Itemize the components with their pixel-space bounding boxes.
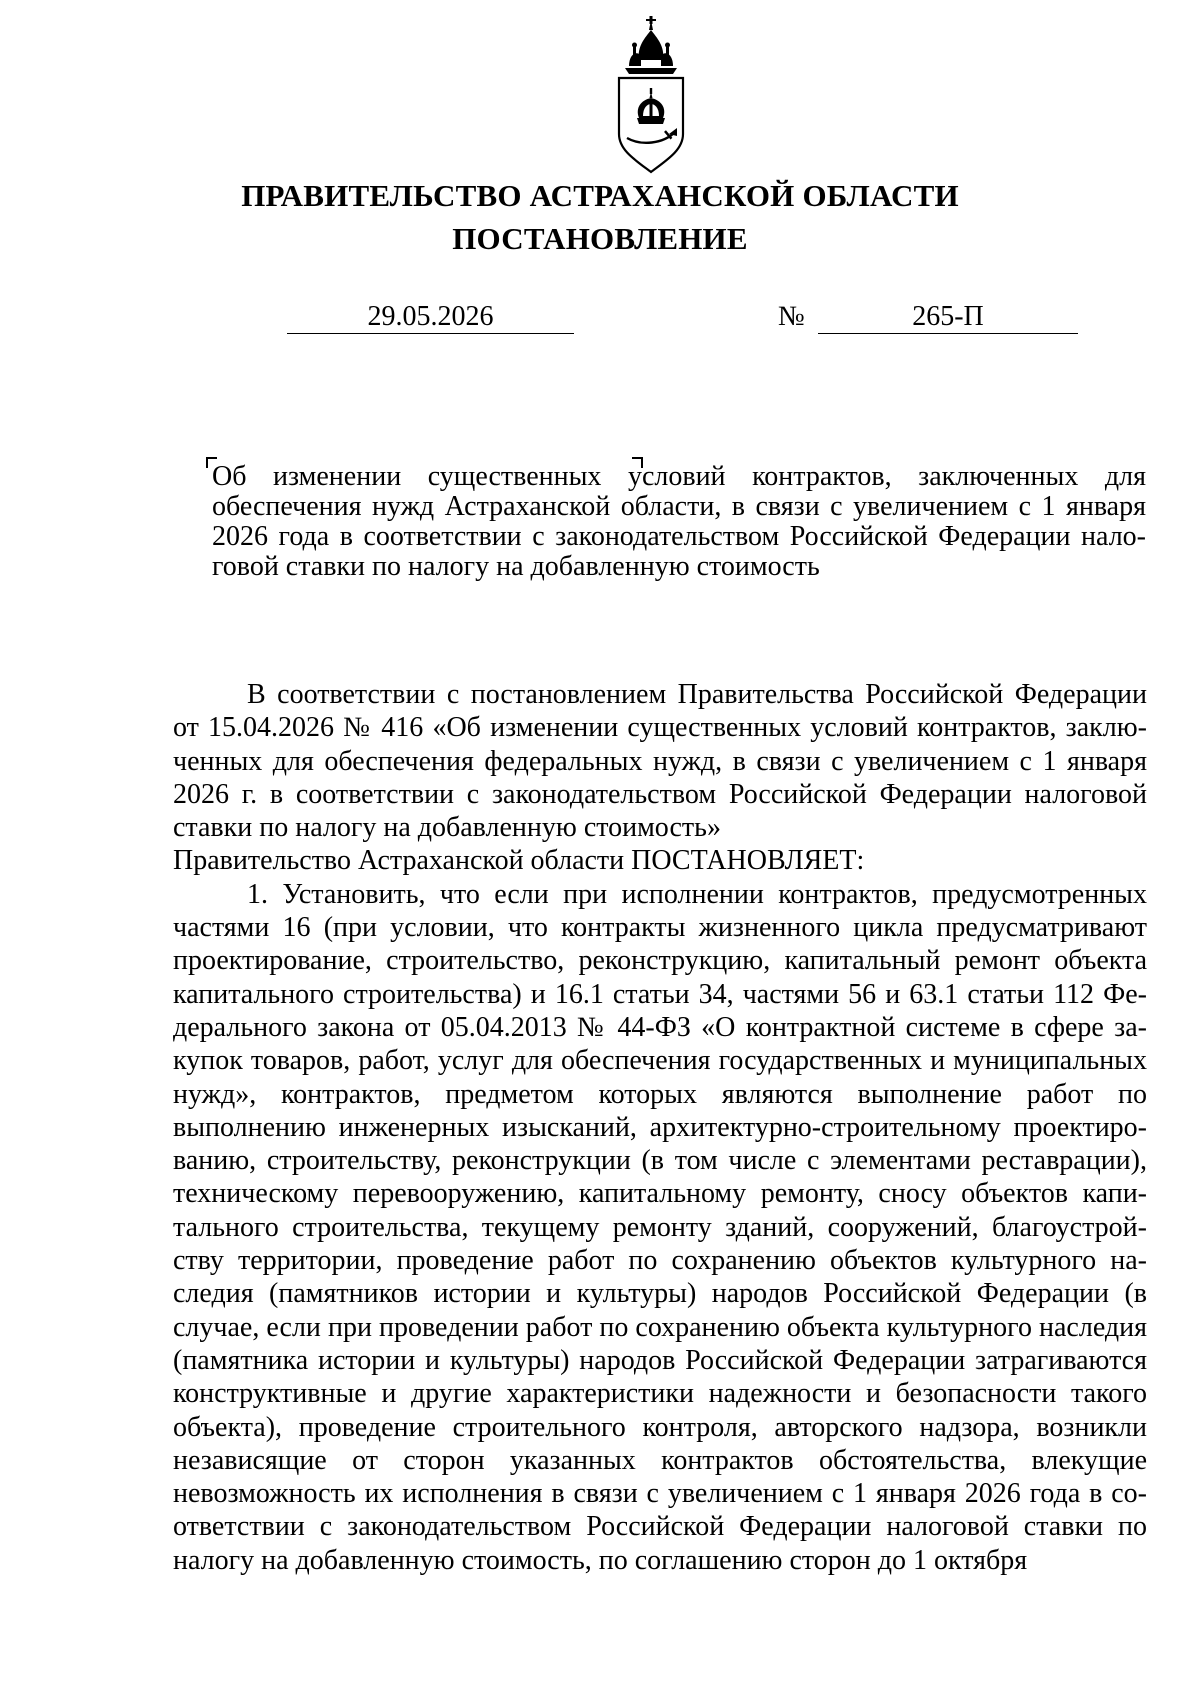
coat-of-arms-icon [611,16,691,176]
resolves-line: Правительство Астраханской области ПОСТАНОВЛЯЕТ: [173,845,865,877]
document-body [173,678,1147,1577]
preamble-paragraph: В соответствии с постановлением Правительства Российской Федерации от 15.04.2026 № 416 «Об изменении существенных условий контрактов, заключенных для обеспечения федеральных нужд, в связи с увеличением с 1 января 2026 г. в соответствии с законодательством Российской Федерации налоговой ставки по налогу на добавленную стоимость» [173,679,1147,844]
document-type-title: ПОСТАНОВЛЕНИЕ [452,221,748,256]
clause-1-paragraph: 1. Установить, что если при исполнении контрактов, предусмотренных частями 16 (при условии, что контракты жизненного цикла предусматривают проектирование, строительство, реконструкцию, капитальный ремонт объекта капитального строительства) и 16.1 статьи 34, частями 56 и 63.1 статьи 112 Федерального закона от 05.04.2013 № 44-ФЗ «О контрактной системе в сфере закупок товаров, работ, услуг для обеспечения государственных и муниципальных нужд», контрактов, предметом которых являются выполнение работ по выполнению инженерных изысканий, архитектурно-строительному проектированию, строительству, реконструкции (в том числе с элементами реставрации), техническому перевооружению, капитальному ремонту, сносу объектов капитального строительства, текущему ремонту зданий, сооружений, благоустройству территории, проведение работ по сохранению объектов культурного наследия (памятников истории и культуры) народов Российской Федерации (в случае, если при проведении работ по сохранению объекта культурного наследия (памятника истории и культуры) народов Российской Федерации затрагиваются конструктивные и другие характеристики надежности и безопасности такого объекта), проведение строительного контроля, авторского надзора, возникли независящие от сторон указанных контрактов обстоятельства, влекущие невозможность их исполнения в связи с увеличением с 1 января 2026 года в соответствии с законодательством Российской Федерации налоговой ставки по налогу на добавленную стоимость, по соглашению сторон до 1 октября [173,878,1147,1576]
document-date: 29.05.2026 [287,301,574,334]
document-number: 265-П [818,301,1078,334]
document-subject: Об изменении существенных условий контрактов, заключенных для обеспечения нужд Астраханской области, в связи с увеличением с 1 января 2026 года в соответствии с законодательством Российской Федерации налоговой ставки по налогу на добавленную стоимость [212,461,1146,582]
number-sign: № [778,301,805,332]
organization-name: ПРАВИТЕЛЬСТВО АСТРАХАНСКОЙ ОБЛАСТИ [241,178,959,213]
